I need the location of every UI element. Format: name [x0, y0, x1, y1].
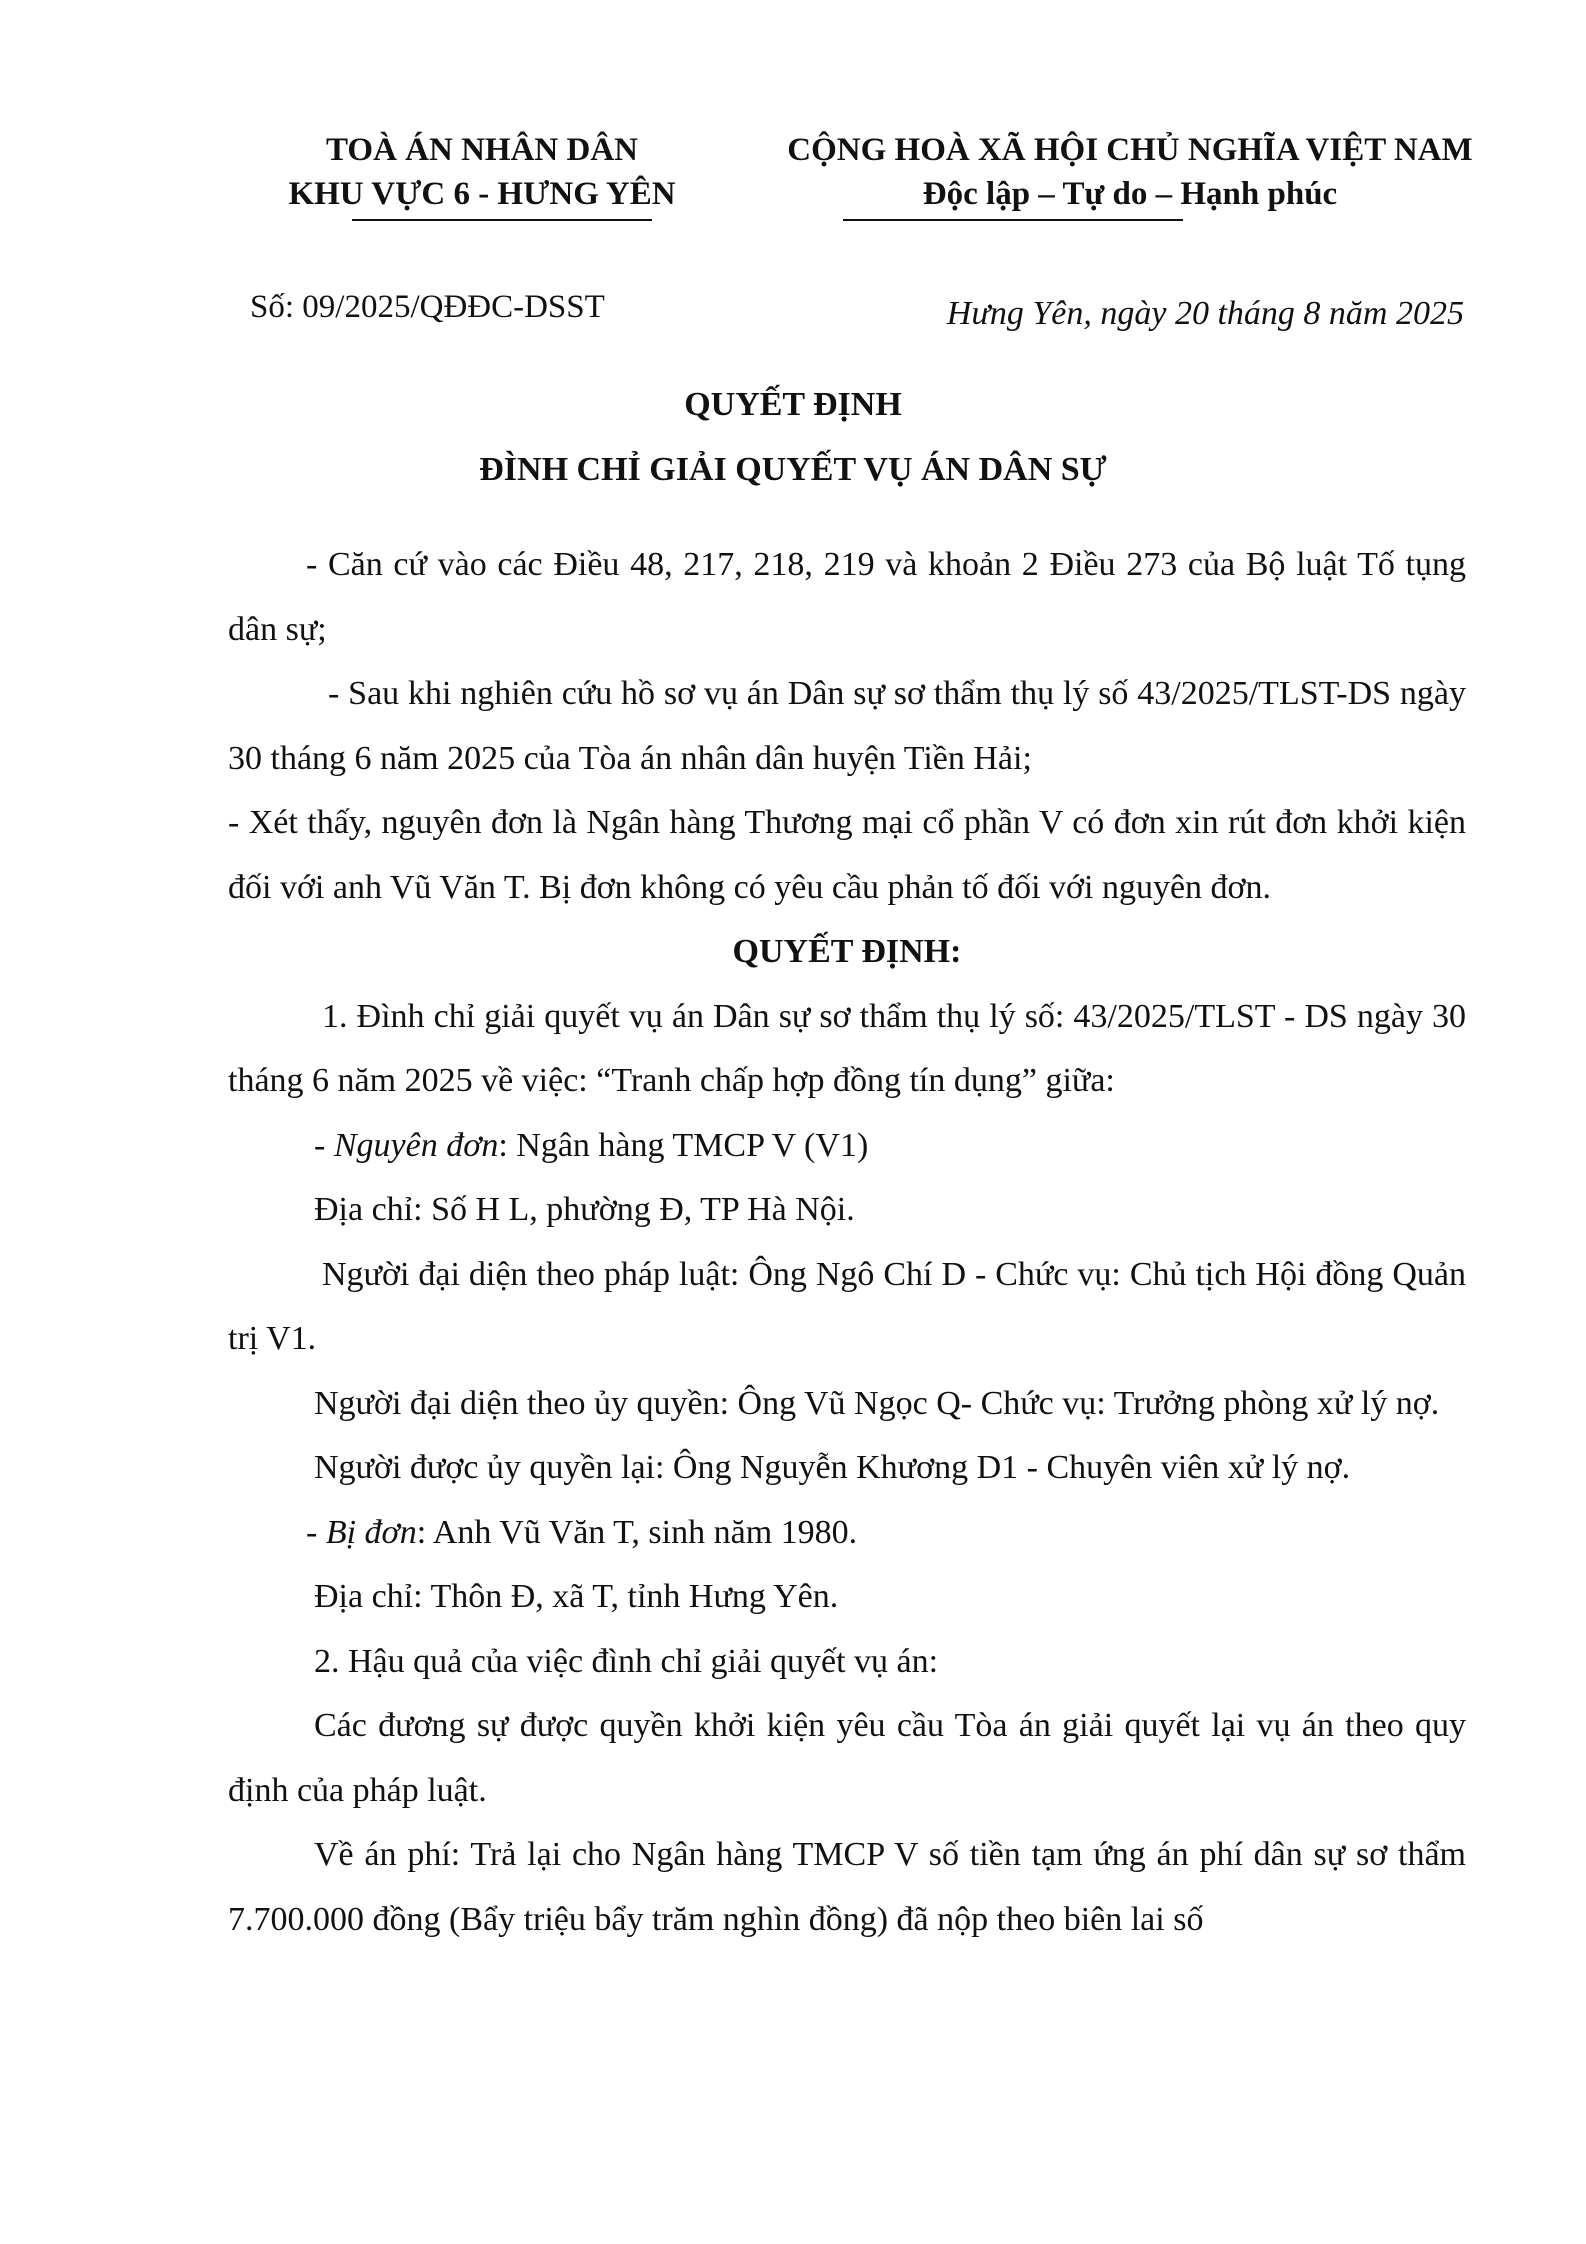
- decision-item-1: 1. Đình chỉ giải quyết vụ án Dân sự sơ thẩm thụ lý số: 43/2025/TLST - DS ngày 30 tháng 6 năm 2025 về việc: “Tranh chấp hợp đồng tín dụng” giữa:: [228, 997, 1466, 1099]
- plaintiff-label: Nguyên đơn: [333, 1126, 499, 1164]
- defendant-address: Địa chỉ: Thôn Đ, xã T, tỉnh Hưng Yên.: [314, 1578, 839, 1615]
- plaintiff-dash: -: [314, 1126, 334, 1164]
- nation-motto: Độc lập – Tự do – Hạnh phúc: [922, 176, 1338, 212]
- decision-item-2: 2. Hậu quả của việc đình chỉ giải quyết vụ án:: [314, 1642, 939, 1680]
- nation-underline: [843, 219, 1183, 221]
- decision-heading: QUYẾT ĐỊNH:: [732, 933, 962, 970]
- preamble-legal-basis: - Căn cứ vào các Điều 48, 217, 218, 219 và khoản 2 Điều 273 của Bộ luật Tố tụng dân sự;: [228, 546, 1466, 648]
- plaintiff-address: Địa chỉ: Số H L, phường Đ, TP Hà Nội.: [314, 1191, 855, 1228]
- nation-name: CỘNG HOÀ XÃ HỘI CHỦ NGHĨA VIỆT NAM: [787, 132, 1473, 168]
- sub-authorized-person: Người được ủy quyền lại: Ông Nguyễn Khương D1 - Chuyên viên xử lý nợ.: [314, 1449, 1351, 1486]
- plaintiff-value: : Ngân hàng TMCP V (V1): [498, 1126, 869, 1164]
- plaintiff-line: [228, 1114, 1466, 1179]
- legal-representative: Người đại diện theo pháp luật: Ông Ngô Chí D - Chức vụ: Chủ tịch Hội đồng Quản trị V1.: [228, 1255, 1466, 1357]
- court-fee-text: Về án phí: Trả lại cho Ngân hàng TMCP V số tiền tạm ứng án phí dân sự sơ thẩm 7.700.000 đồng (Bẩy triệu bẩy trăm nghìn đồng) đã nộp theo biên lai số: [228, 1836, 1466, 1938]
- court-underline: [352, 219, 652, 221]
- defendant-value: : Anh Vũ Văn T, sinh năm 1980.: [416, 1513, 858, 1551]
- authorized-representative: Người đại diện theo ủy quyền: Ông Vũ Ngọc Q- Chức vụ: Trưởng phòng xử lý nợ.: [314, 1384, 1440, 1422]
- preamble-consideration: - Xét thấy, nguyên đơn là Ngân hàng Thương mại cổ phần V có đơn xin rút đơn khởi kiện đối với anh Vũ Văn T. Bị đơn không có yêu cầu phản tố đối với nguyên đơn.: [228, 804, 1466, 906]
- defendant-label: Bị đơn: [325, 1513, 417, 1551]
- consequence-text: Các đương sự được quyền khởi kiện yêu cầu Tòa án giải quyết lại vụ án theo quy định của pháp luật.: [228, 1707, 1466, 1809]
- court-region: KHU VỰC 6 - HƯNG YÊN: [288, 176, 676, 212]
- defendant-line: [228, 1501, 1466, 1566]
- decision-date: Hưng Yên, ngày 20 tháng 8 năm 2025: [946, 295, 1464, 332]
- court-header: [262, 128, 702, 216]
- nation-header: [740, 128, 1520, 216]
- court-name: TOÀ ÁN NHÂN DÂN: [326, 132, 638, 168]
- defendant-dash: -: [306, 1513, 326, 1551]
- decision-number: Số: 09/2025/QĐĐC-DSST: [250, 289, 605, 325]
- doc-subtitle: ĐÌNH CHỈ GIẢI QUYẾT VỤ ÁN DÂN SỰ: [479, 451, 1107, 488]
- doc-title: QUYẾT ĐỊNH: [684, 386, 902, 423]
- document-body: [228, 533, 1466, 1952]
- preamble-case-review: - Sau khi nghiên cứu hồ sơ vụ án Dân sự sơ thẩm thụ lý số 43/2025/TLST-DS ngày 30 tháng 6 năm 2025 của Tòa án nhân dân huyện Tiền Hải;: [228, 675, 1466, 777]
